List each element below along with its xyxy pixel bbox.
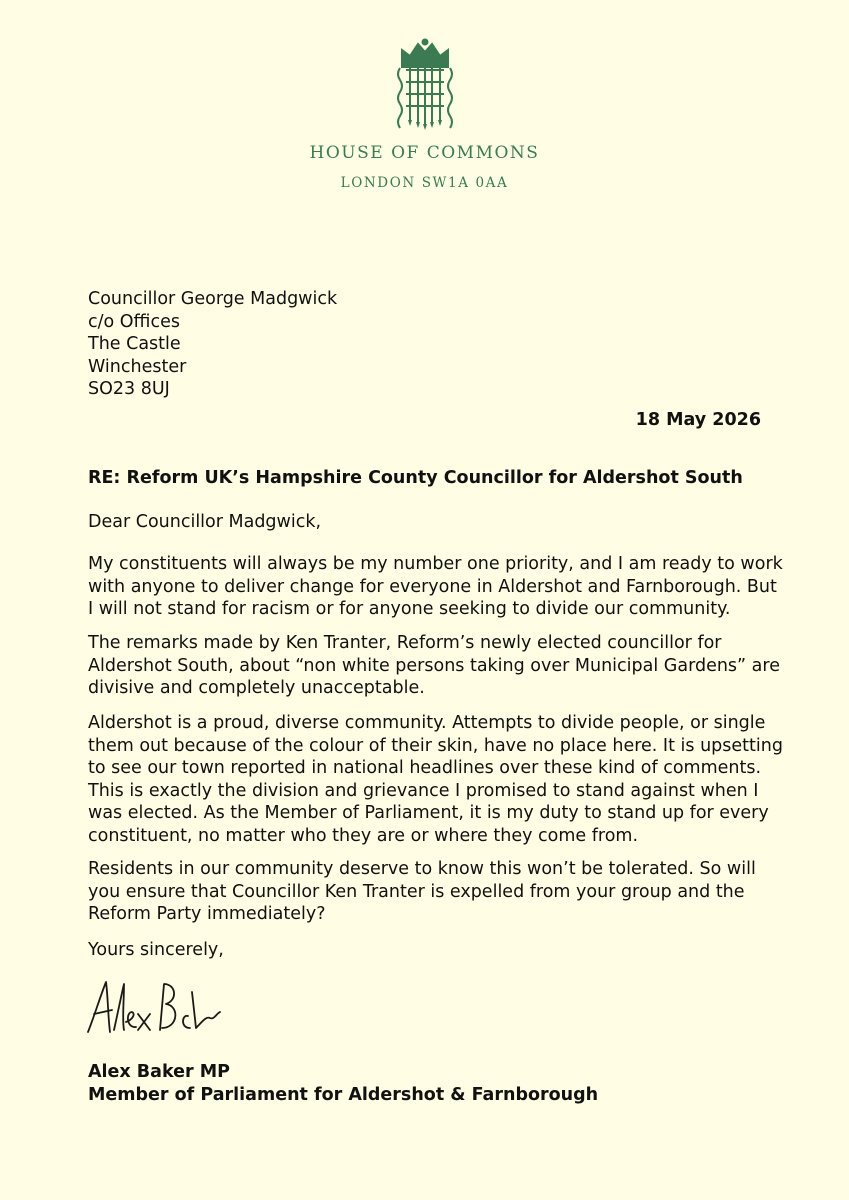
subject-line: RE: Reform UK’s Hampshire County Councillor for Aldershot South [88,468,743,488]
salutation: Dear Councillor Madgwick, [88,512,322,532]
paragraph-line: Residents in our community deserve to know this won’t be tolerated. So will [88,859,756,879]
paragraph-line: Aldershot South, about “non white persons taking over Municipal Gardens” are [88,655,780,676]
signatory-name: Alex Baker MP [88,1062,230,1082]
paragraph-line: Aldershot is a proud, diverse community. Attempts to divide people, or single [88,713,766,733]
paragraph-line: constituent, no matter who they are or where they come from. [88,825,639,846]
recipient-line: SO23 8UJ [88,379,170,399]
recipient-line: Councillor George Madgwick [88,289,338,309]
body-paragraph [88,712,783,847]
handwritten-signature [84,972,234,1044]
paragraph-line: The remarks made by Ken Tranter, Reform’s newly elected councillor for [88,633,722,653]
recipient-line: Winchester [88,356,187,377]
paragraph-line: was elected. As the Member of Parliament, it is my duty to stand up for every [88,803,769,823]
body-paragraph [88,858,778,926]
body-paragraph [88,632,778,700]
signatory-role: Member of Parliament for Aldershot & Farnborough [88,1085,599,1105]
recipient-line: The Castle [88,334,181,354]
paragraph-line: with anyone to deliver change for everyone in Aldershot and Farnborough. But [88,576,777,597]
paragraph-line: divisive and completely unacceptable. [88,678,425,698]
paragraph-line: My constituents will always be my number one priority, and I am ready to work [88,554,783,574]
institution-name: HOUSE OF COMMONS [309,143,540,163]
paragraph-line: Reform Party immediately? [88,904,326,924]
paragraph-line: to see our town reported in national headlines over these kind of comments. [88,758,762,778]
closing: Yours sincerely, [88,940,224,960]
paragraph-line: you ensure that Councillor Ken Tranter is expelled from your group and the [88,881,745,902]
paragraph-line: I will not stand for racism or for anyone seeking to divide our community. [88,599,731,619]
institution-address: LONDON SW1A 0AA [340,175,509,191]
recipient-address [88,288,337,401]
paragraph-line: them out because of the colour of their skin, have no place here. It is upsetting [88,735,783,756]
letter-date: 18 May 2026 [635,410,761,430]
body-paragraph [88,553,783,621]
recipient-line: c/o Offices [88,311,180,332]
paragraph-line: This is exactly the division and grievance I promised to stand against when I [88,780,759,801]
portcullis-crest-icon [394,38,456,134]
